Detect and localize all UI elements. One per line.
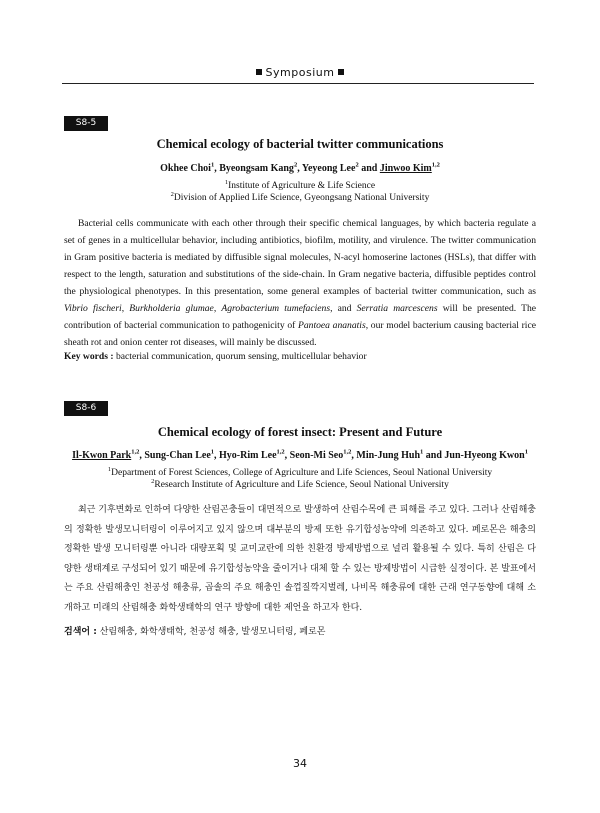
author-name: Byeongsam Kang (219, 163, 294, 174)
page-number: 34 (293, 757, 307, 770)
header-rule (62, 83, 534, 84)
square-bullet-icon (256, 69, 262, 75)
author-affil-mark: 2 (355, 161, 359, 169)
author-list-s8-6: Il-Kwon Park$^{1,2}$, Sung-Chan Lee$^1$, Hyo-Rim Lee$^{1,2}$, Seon-Mi Seo$^{1,2}$, Min-Jung Huh$^1$ and Jun-Hyeong Kwon$^1$ (72, 448, 528, 461)
author-name: Okhee Choi (160, 163, 211, 174)
author-affil-mark: 1 (210, 161, 215, 169)
author-name: Jun-Hyeong Kwon (444, 450, 525, 461)
presenting-author-name: Il-Kwon Park (72, 450, 132, 461)
paper-title-s8-5: Chemical ecology of bacterial twitter communications (156, 137, 444, 151)
author-affil-mark: 2 (293, 161, 298, 169)
author-name: Yeyeong Lee (301, 163, 356, 174)
session-tag-s8-5: S8-5 (64, 116, 108, 131)
author-affil-mark: 1,2 (131, 448, 140, 456)
keywords-label: Key words : (64, 351, 114, 362)
keywords-s8-6 (64, 625, 536, 639)
author-affil-mark: 1 (420, 448, 424, 456)
author-conjunction: and (425, 450, 442, 461)
keywords-text: 산림해충, 화학생태학, 천공성 해충, 발생모니터링, 페로몬 (96, 627, 326, 637)
header-label: Symposium (265, 66, 335, 79)
author-affil-mark: 1,2 (343, 448, 352, 456)
keywords-text: bacterial communication, quorum sensing, multicellular behavior (113, 351, 367, 362)
author-name: Hyo-Rim Lee (219, 450, 277, 461)
affiliation-line: $^2$Research Institute of Agriculture and Life Science, Seoul National University (151, 477, 449, 490)
author-affil-mark: 1 (524, 448, 528, 456)
keywords-s8-5 (64, 350, 536, 364)
author-affil-mark: 1 (210, 448, 215, 456)
abstract-s8-5: Bacterial cells communicate with each other through their specific chemical languages, by which bacteria regulate a set of genes in a multicellular behavior, including antibiotics, biofilm, motility, and virulence. The twitter communication in Gram positive bacteria is mediated by diffusible signal molecules, N-acyl homoserine lactones (HSLs), that differ with respect to the length, saturation and substitutions of the side-chain. In Gram negative bacteria, diffusible peptides control the physiological phenotypes. In this presentation, some general examples of bacterial twitter communication, such as Vibrio fischeri, Burkholderia glumae, Agrobacterium tumefaciens, and Serratia marcescens will be presented. The contribution of bacterial communication to pathogenicity of Pantoea ananatis, our model bacterium causing bacterial rice sheath rot and onion center rot diseases, will mainly be discussed. (64, 218, 537, 348)
session-tag-s8-6: S8-6 (64, 401, 108, 416)
affiliation-line: $^1$Institute of Agriculture & Life Science (224, 178, 376, 191)
author-list-s8-5: Okhee Choi$^1$, Byeongsam Kang$^2$, Yeyeong Lee$^2$ and Jinwoo Kim$^{1,2}$ (160, 161, 440, 174)
author-conjunction: and (361, 163, 378, 174)
affiliation-list-s8-6 (64, 467, 536, 491)
affiliation-line: $^2$Division of Applied Life Science, Gyeongsang National University (170, 190, 430, 203)
author-name: Min-Jung Huh (356, 450, 421, 461)
square-bullet-icon (338, 69, 344, 75)
presenting-author-name: Jinwoo Kim (379, 163, 432, 174)
keywords-label: 검색어 : (64, 627, 97, 637)
author-affil-mark: 1,2 (431, 161, 440, 169)
running-header (0, 66, 600, 79)
affiliation-line: $^1$Department of Forest Sciences, College of Agriculture and Life Sciences, Seoul National University (107, 465, 493, 478)
author-name: Seon-Mi Seo (289, 450, 344, 461)
author-name: Sung-Chan Lee (144, 450, 211, 461)
paper-title-s8-6: Chemical ecology of forest insect: Present and Future (157, 425, 443, 439)
abstract-s8-6: 최근 기후변화로 인하여 다양한 산림곤충들이 대면적으로 발생하여 산림수목에 큰 피해를 주고 있다. 그러나 산림해충의 정확한 발생모니터링이 이루어지고 있지 않으며 대부분의 방제 또한 유기합성농약에 의존하고 있다. 페로몬은 해충의 정확한 발생 모니터링뿐 아니라 대량포획 및 교미교란에 의한 친환경 방제방법으로 널리 활용될 수 있다. 특히 산림은 다양한 생태계로 구성되어 있기 때문에 유기합성농약을 줄이거나 대체 할 수 있는 방제방법이 시급한 실정이다. 본 발표에서는 주요 산림해충인 천공성 해충류, 곱솔의 주요 해충인 솔껍질깍지벌레, 나비목 해충류에 대한 근래 연구동향에 대해 소개하고 미래의 산림해충 화학생태학의 연구 방향에 대한 제언을 하고자 한다. (64, 505, 536, 613)
affiliation-list-s8-5 (64, 180, 536, 204)
author-affil-mark: 1,2 (276, 448, 285, 456)
